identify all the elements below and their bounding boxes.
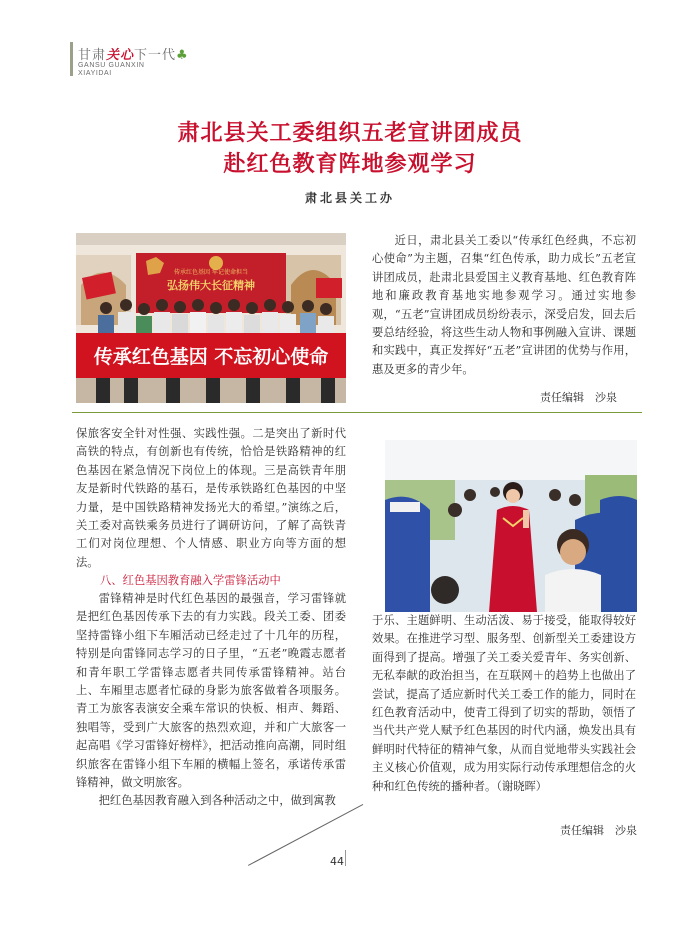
logo-mid-text: 关心 bbox=[106, 48, 135, 63]
article1-editor: 责任编辑 沙泉 bbox=[540, 391, 617, 404]
page-number-divider bbox=[345, 850, 346, 866]
wall-small-slogan: 传承红色基因 牢记使命担当 bbox=[174, 269, 248, 276]
wall-slogan: 弘扬伟大长征精神 bbox=[167, 279, 255, 292]
logo-subtitle-2: XIAYIDAI bbox=[78, 70, 112, 77]
article-author: 肃北县关工办 bbox=[304, 191, 395, 205]
logo-bar bbox=[70, 42, 73, 76]
train-photo-illustration bbox=[385, 440, 637, 612]
logo-subtitle-1: GANSU GUANXIN bbox=[78, 62, 145, 69]
page-number: 44 bbox=[330, 855, 344, 868]
group-photo bbox=[76, 233, 346, 403]
logo-left-text: 甘肃 bbox=[78, 48, 107, 63]
section-divider bbox=[72, 412, 642, 413]
article2-editor: 责任编辑 沙泉 bbox=[560, 824, 637, 837]
article1-body: 近日，肃北县关工委以“传承红色经典，不忘初心使命”为主题，召集“红色传承，助力成长”五老宣讲团成员，赴肃北县爱国主义教育基地、红色教育阵地和廉政教育基地实地参观学习。通过实地参观，“五老”宣讲团成员纷纷表示，深受启发，回去后要总结经验，将这些生动人物和事例融入宣讲、课题和实践中，真正发挥好“五老”宣讲团的优势与作用，惠及更多的青少年。 bbox=[372, 234, 636, 376]
section-heading: 八、红色基因教育融入学雷锋活动中 bbox=[100, 574, 281, 587]
article2-paragraph-3: 把红色基因教育融入到各种活动之中，做到寓教 bbox=[98, 794, 336, 808]
article-title-line2: 赴红色教育阵地参观学习 bbox=[223, 151, 477, 177]
article2-paragraph-2: 雷锋精神是时代红色基因的最强音，学习雷锋就是把红色基因传承下去的有力实践。段关工委、团委坚持雷锋小组下车厢活动已经走过了十几年的历程，特别是向雷锋同志学习的日子里，“五老”晚霞志愿者和青年职工学雷锋志愿者共同传承雷锋精神。站台上、车厢里志愿者忙碌的身影为旅客做着各项服务。青工为旅客表演安全乘车常识的快板、相声、舞蹈、独唱等，受到广大旅客的热烈欢迎，并和广大旅客一起高唱《学习雷锋好榜样》，把活动推向高潮，同时组织旅客在雷锋小组下车厢的横幅上签名，承诺传承雷锋精神，做文明旅客。 bbox=[76, 592, 346, 790]
logo-right-text: 下一代 bbox=[134, 48, 177, 63]
train-performance-photo bbox=[385, 440, 637, 612]
banner-slogan: 传承红色基因 不忘初心使命 bbox=[93, 346, 329, 368]
article2-paragraph-top: 保旅客安全针对性强、实践性强。二是突出了新时代高铁的特点，有创新也有传统，恰恰是铁路精神的红色基因在紧急情况下岗位上的体现。三是高铁青年朋友是新时代铁路的基石，是传承铁路红色基因的中坚力量，是中国铁路精神发扬光大的希望。”演练之后，关工委对高铁乘务员进行了调研访问，了解了高铁青工们对岗位理想、个人情感、职业方向等方面的想法。 bbox=[76, 427, 346, 569]
article2-left-column-bottom bbox=[76, 590, 346, 811]
article-title-line1: 肃北县关工委组织五老宣讲团成员 bbox=[177, 120, 523, 146]
party-emblem-icon bbox=[209, 256, 223, 270]
sprout-icon: ♣ bbox=[176, 48, 189, 63]
article2-left-column-top bbox=[76, 425, 346, 572]
article2-right-column: 于乐、主题鲜明、生动活泼、易于接受，能取得较好效果。在推进学习型、服务型、创新型关工委建设方面得到了提高。增强了关工委关爱青年、务实创新、无私奉献的政治担当，在互联网＋的趋势上也做出了尝试，提高了适应新时代关工委工作的能力，同时在红色教育活动中，使青工得到了切实的帮助，领悟了当代共产党人赋予红色基因的时代内涵，焕发出具有鲜明时代特征的精神气象，从而自觉地带头实践社会主义核心价值观，成为用实际行动传承理想信念的火种和红色传统的播种者。（谢晓晖） bbox=[372, 614, 636, 793]
magazine-logo bbox=[78, 44, 189, 63]
group-photo-illustration bbox=[76, 233, 346, 403]
